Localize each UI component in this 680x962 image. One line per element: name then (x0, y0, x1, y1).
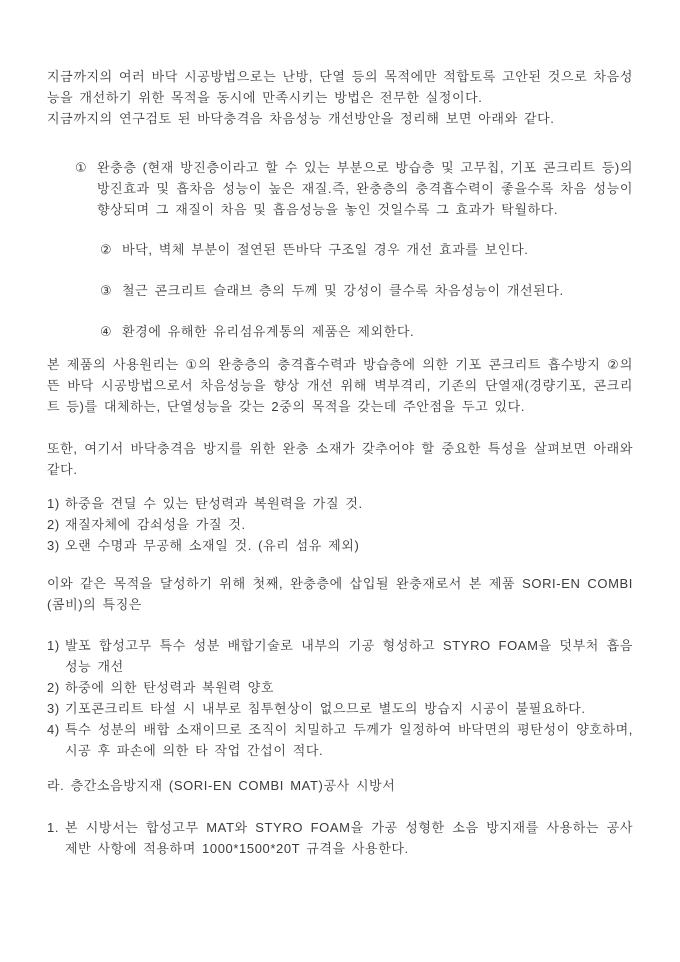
spec-item-1-text: 본 시방서는 합성고무 MAT와 STYRO FOAM을 가공 성형한 소음 방지재를 사용하는 공사 제반 사항에 적용하며 1000*1500*20T 규격을 사용한다. (65, 820, 633, 856)
circle-item-4-text: 환경에 유해한 유리섬유계통의 제품은 제외한다. (122, 324, 415, 339)
circle-item-2 (100, 239, 633, 260)
circle-item-3-text: 철근 콘크리트 슬래브 층의 두께 및 강성이 클수록 차음성능이 개선된다. (122, 283, 564, 298)
characteristics-list (47, 493, 633, 556)
characteristic-item-2-text: 재질자체에 감쇠성을 가질 것. (65, 517, 246, 532)
circle-item-4-marker: ④ (100, 324, 113, 339)
characteristic-item-1-marker: 1) (47, 496, 60, 511)
feature-item-4-marker: 4) (47, 722, 60, 737)
intro-paragraph-2: 지금까지의 연구검토 된 바닥충격음 차음성능 개선방안을 정리해 보면 아래와 같다. (47, 111, 555, 126)
feature-item-3-marker: 3) (47, 701, 60, 716)
characteristic-item-3 (47, 535, 633, 556)
feature-item-2-text: 하중에 의한 탄성력과 복원력 양호 (65, 680, 275, 695)
feature-item-2-marker: 2) (47, 680, 60, 695)
intro-paragraph-1: 지금까지의 여러 바닥 시공방법으로는 난방, 단열 등의 목적에만 적합토록 고안된 것으로 차음성능을 개선하기 위한 목적을 동시에 만족시키는 방법은 전무한 실정이다. (47, 69, 633, 105)
feature-item-2 (47, 677, 633, 698)
feature-item-4-text: 특수 성분의 배합 소재이므로 조직이 치밀하고 두께가 일정하여 바닥면의 평탄성이 양호하며, 시공 후 파손에 의한 타 작업 간섭이 적다. (65, 722, 633, 758)
characteristic-item-3-marker: 3) (47, 538, 60, 553)
characteristics-intro-paragraph: 또한, 여기서 바닥충격음 방지를 위한 완충 소재가 갖추어야 할 중요한 특성을 살펴보면 아래와 같다. (47, 441, 633, 477)
circle-item-3 (100, 280, 633, 301)
feature-item-1-marker: 1) (47, 638, 60, 653)
characteristic-item-1-text: 하중을 견딜 수 있는 탄성력과 복원력을 가질 것. (65, 496, 363, 511)
circle-item-4 (100, 321, 633, 342)
features-list (47, 635, 633, 761)
characteristic-item-2 (47, 514, 633, 535)
feature-item-1 (47, 635, 633, 677)
circle-item-1-marker: ① (75, 160, 88, 175)
feature-item-3-text: 기포콘크리트 타설 시 내부로 침투현상이 없으므로 별도의 방습지 시공이 불필요하다. (65, 701, 586, 716)
section-heading: 라. 층간소음방지재 (SORI-EN COMBI MAT)공사 시방서 (47, 778, 396, 793)
features-intro-paragraph: 이와 같은 목적을 달성하기 위해 첫째, 완충층에 삽입될 완충재로서 본 제품 SORI-EN COMBI (콤비)의 특징은 (47, 576, 633, 612)
intro-block (47, 66, 633, 129)
principle-paragraph: 본 제품의 사용원리는 ①의 완충층의 충격흡수력과 방습층에 의한 기포 콘크리트 흡수방지 ②의 뜬 바닥 시공방법으로서 차음성능을 향상 개선 위해 벽부격리, 기존의 단열재(경량기포, 콘크리트 등)를 대체하는, 단열성능을 갖는 2중의 목적을 갖는데 주안점을 두고 있다. (47, 357, 633, 414)
circle-item-2-text: 바닥, 벽체 부분이 절연된 뜬바닥 구조일 경우 개선 효과를 보인다. (122, 242, 529, 257)
circle-item-2-marker: ② (100, 242, 113, 257)
feature-item-3 (47, 698, 633, 719)
feature-item-4 (47, 719, 633, 761)
spec-item-1-marker: 1. (47, 820, 60, 835)
characteristic-item-1 (47, 493, 633, 514)
circle-item-3-marker: ③ (100, 283, 113, 298)
characteristic-item-2-marker: 2) (47, 517, 60, 532)
characteristic-item-3-text: 오랜 수명과 무공해 소재일 것. (유리 섬유 제외) (65, 538, 360, 553)
feature-item-1-text: 발포 합성고무 특수 성분 배합기술로 내부의 기공 형성하고 STYRO FOAM을 덧부처 흡음 성능 개선 (65, 638, 633, 674)
spec-item-1 (47, 817, 633, 859)
circle-item-1 (75, 157, 633, 220)
circle-item-1-text: 완충층 (현재 방진층이라고 할 수 있는 부분으로 방습층 및 고무칩, 기포 콘크리트 등)의 방진효과 및 흡차음 성능이 높은 재질.즉, 완충층의 충격흡수력이 좋을수록 차음 성능이 향상되며 그 재질이 차음 및 흡음성능을 놓인 것일수록 그 효과가 탁월하다. (97, 160, 633, 217)
